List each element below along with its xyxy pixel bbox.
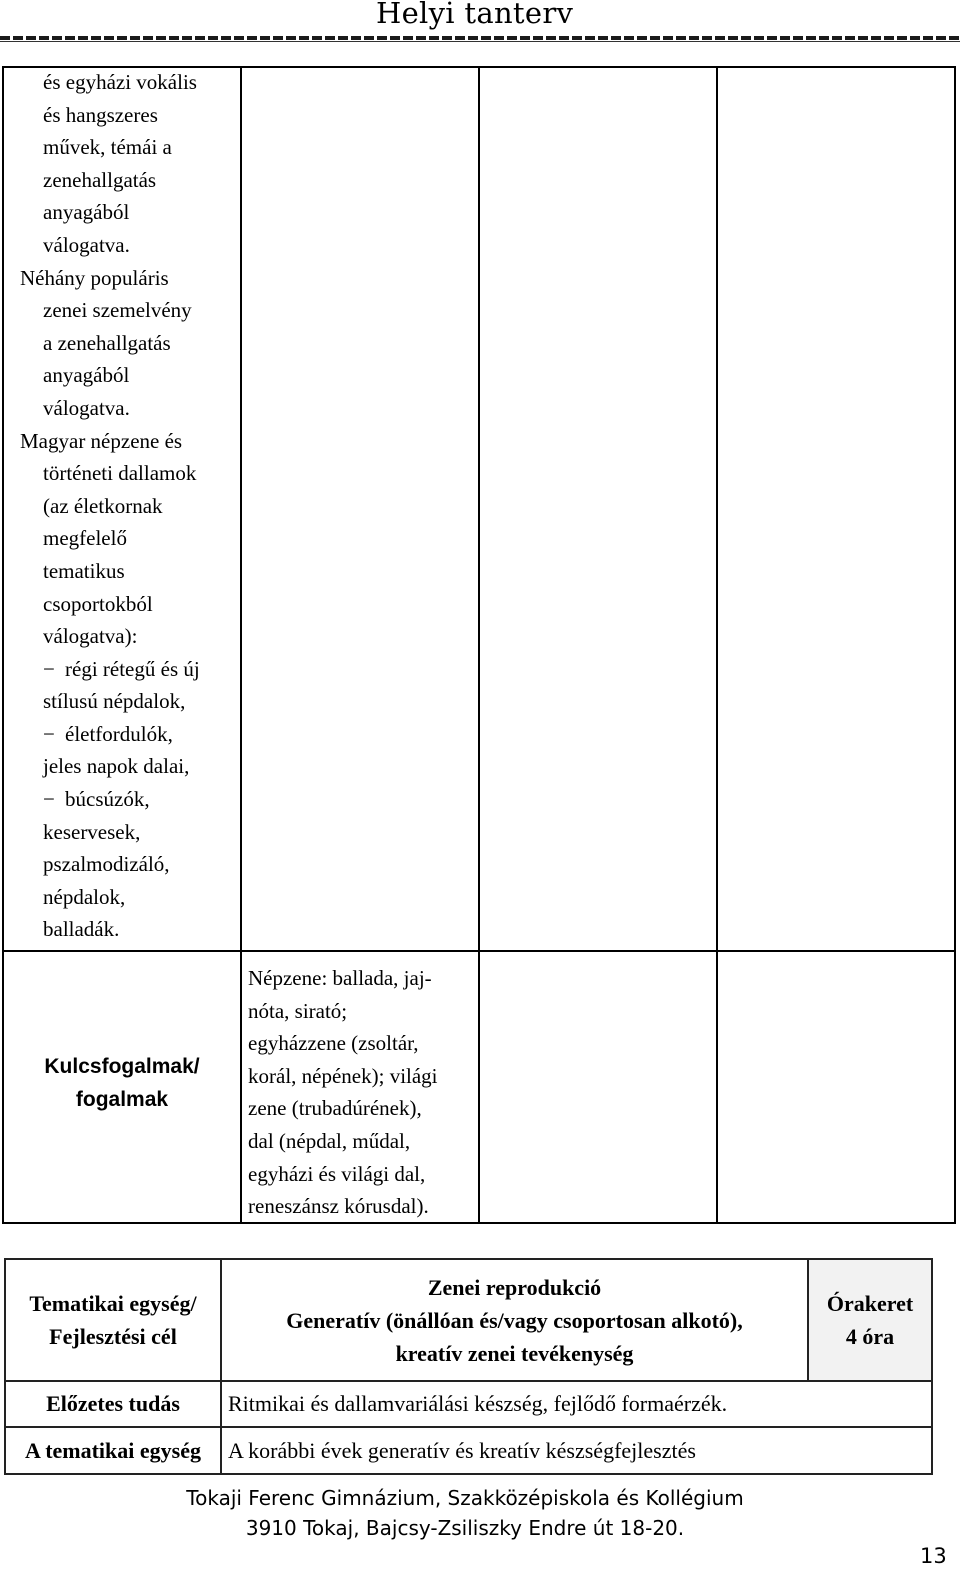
dash-line-text: életfordulók,	[65, 721, 173, 746]
content-line: zenei szemelvény	[43, 298, 192, 323]
dash-list-continuation	[20, 816, 200, 849]
dash-line-text: balladák.	[43, 917, 120, 942]
dash-list-item	[20, 653, 200, 686]
unit-title-line: Generatív (önállóan és/vagy csoportosan alkotó),	[286, 1307, 743, 1333]
content-line: anyagából	[43, 363, 130, 388]
content-line: és hangszeres	[43, 102, 158, 127]
key-concepts-line: reneszánsz kórusdal).	[248, 1194, 429, 1219]
key-concepts-lines	[248, 962, 438, 1223]
upper-table-col-divider-1	[240, 66, 242, 1224]
hours-label: Órakeret	[826, 1291, 914, 1316]
key-concepts-line: nóta, sirató;	[248, 998, 348, 1023]
dash-line-text: népdalok,	[43, 884, 126, 909]
key-concepts-cell	[248, 962, 438, 1223]
unit-goal-label: A tematikai egység	[5, 1427, 221, 1474]
dash-line-text: keservesek,	[43, 819, 141, 844]
dash-bullet-icon: −	[43, 721, 55, 746]
unit-title-cell	[221, 1259, 808, 1381]
unit-label-line: Fejlesztési cél	[49, 1324, 177, 1349]
dash-list-item	[20, 783, 200, 816]
unit-header-row	[5, 1259, 932, 1381]
dash-list-item	[20, 718, 200, 751]
dash-list-continuation	[20, 750, 200, 783]
dash-list	[20, 653, 200, 946]
dash-line-text: búcsúzók,	[65, 787, 150, 812]
content-line: tematikus	[43, 558, 125, 583]
key-concepts-line: egyházzene (zsoltár,	[248, 1031, 419, 1056]
content-line: Magyar népzene és	[20, 428, 183, 453]
upper-table-right-border	[954, 66, 956, 1224]
dash-list-continuation	[20, 881, 200, 914]
content-line: művek, témái a	[43, 135, 172, 160]
dash-line-text: jeles napok dalai,	[43, 754, 190, 779]
content-line: anyagából	[43, 200, 130, 225]
prior-knowledge-value: Ritmikai és dallamvariálási készség, fejlődő formaérzék.	[221, 1381, 932, 1427]
dash-list-continuation	[20, 913, 200, 946]
unit-title-line: Zenei reprodukció	[427, 1274, 602, 1300]
dash-list-continuation	[20, 685, 200, 718]
unit-table	[4, 1258, 933, 1475]
hours-value: 4 óra	[845, 1324, 895, 1349]
footer-address: 3910 Tokaj, Bajcsy-Zsiliszky Endre út 18-20.	[245, 1516, 685, 1540]
key-concepts-line: Népzene: ballada, jaj-	[248, 966, 432, 990]
content-line: (az életkornak	[43, 493, 163, 518]
header-rule	[0, 36, 960, 40]
content-line: zenehallgatás	[43, 167, 157, 192]
key-concepts-line: egyházi és világi dal,	[248, 1161, 426, 1186]
unit-goal-value: A korábbi évek generatív és kreatív készségfejlesztés	[221, 1427, 932, 1474]
upper-table-col-divider-2	[478, 66, 480, 1224]
page-header-title: Helyi tanterv	[376, 0, 574, 30]
prior-knowledge-label: Előzetes tudás	[5, 1381, 221, 1427]
dash-line-text: stílusú népdalok,	[43, 689, 186, 714]
header-rule-thin	[0, 41, 960, 42]
key-concepts-line: dal (népdal, műdal,	[248, 1128, 411, 1153]
content-line: válogatva):	[43, 624, 138, 649]
unit-label-cell	[5, 1259, 221, 1381]
content-line: a zenehallgatás	[43, 330, 171, 355]
content-line: Néhány populáris	[20, 265, 169, 290]
content-line: megfelelő	[43, 526, 127, 551]
key-concepts-label-line: Kulcsfogalmak/	[44, 1055, 200, 1078]
prior-knowledge-row	[5, 1381, 932, 1427]
content-line: válogatva.	[43, 232, 130, 257]
key-concepts-line: zene (trubadúrének),	[248, 1096, 422, 1121]
content-line: történeti dallamok	[43, 461, 197, 486]
upper-table-col-divider-3	[716, 66, 718, 1224]
page-number: 13	[920, 1544, 947, 1568]
content-line: csoportokból	[43, 591, 153, 616]
unit-label-line: Tematikai egység/	[29, 1291, 197, 1316]
content-line: és egyházi vokális	[43, 70, 197, 94]
hours-cell	[808, 1259, 932, 1381]
unit-goal-row	[5, 1427, 932, 1474]
dash-line-text: pszalmodizáló,	[43, 852, 170, 877]
dash-bullet-icon: −	[43, 656, 55, 681]
dash-list-continuation	[20, 848, 200, 881]
key-concepts-label-line: fogalmak	[75, 1088, 169, 1111]
content-cell	[20, 66, 200, 946]
key-concepts-label	[4, 1050, 240, 1116]
dash-bullet-icon: −	[43, 787, 55, 812]
unit-title-line: kreatív zenei tevékenység	[395, 1340, 634, 1366]
content-line: válogatva.	[43, 395, 130, 420]
key-concepts-line: korál, népének); világi	[248, 1063, 438, 1088]
footer-school-name: Tokaji Ferenc Gimnázium, Szakközépiskola és Kollégium	[186, 1486, 744, 1510]
content-lines	[20, 66, 200, 653]
dash-line-text: régi rétegű és új	[65, 656, 200, 681]
